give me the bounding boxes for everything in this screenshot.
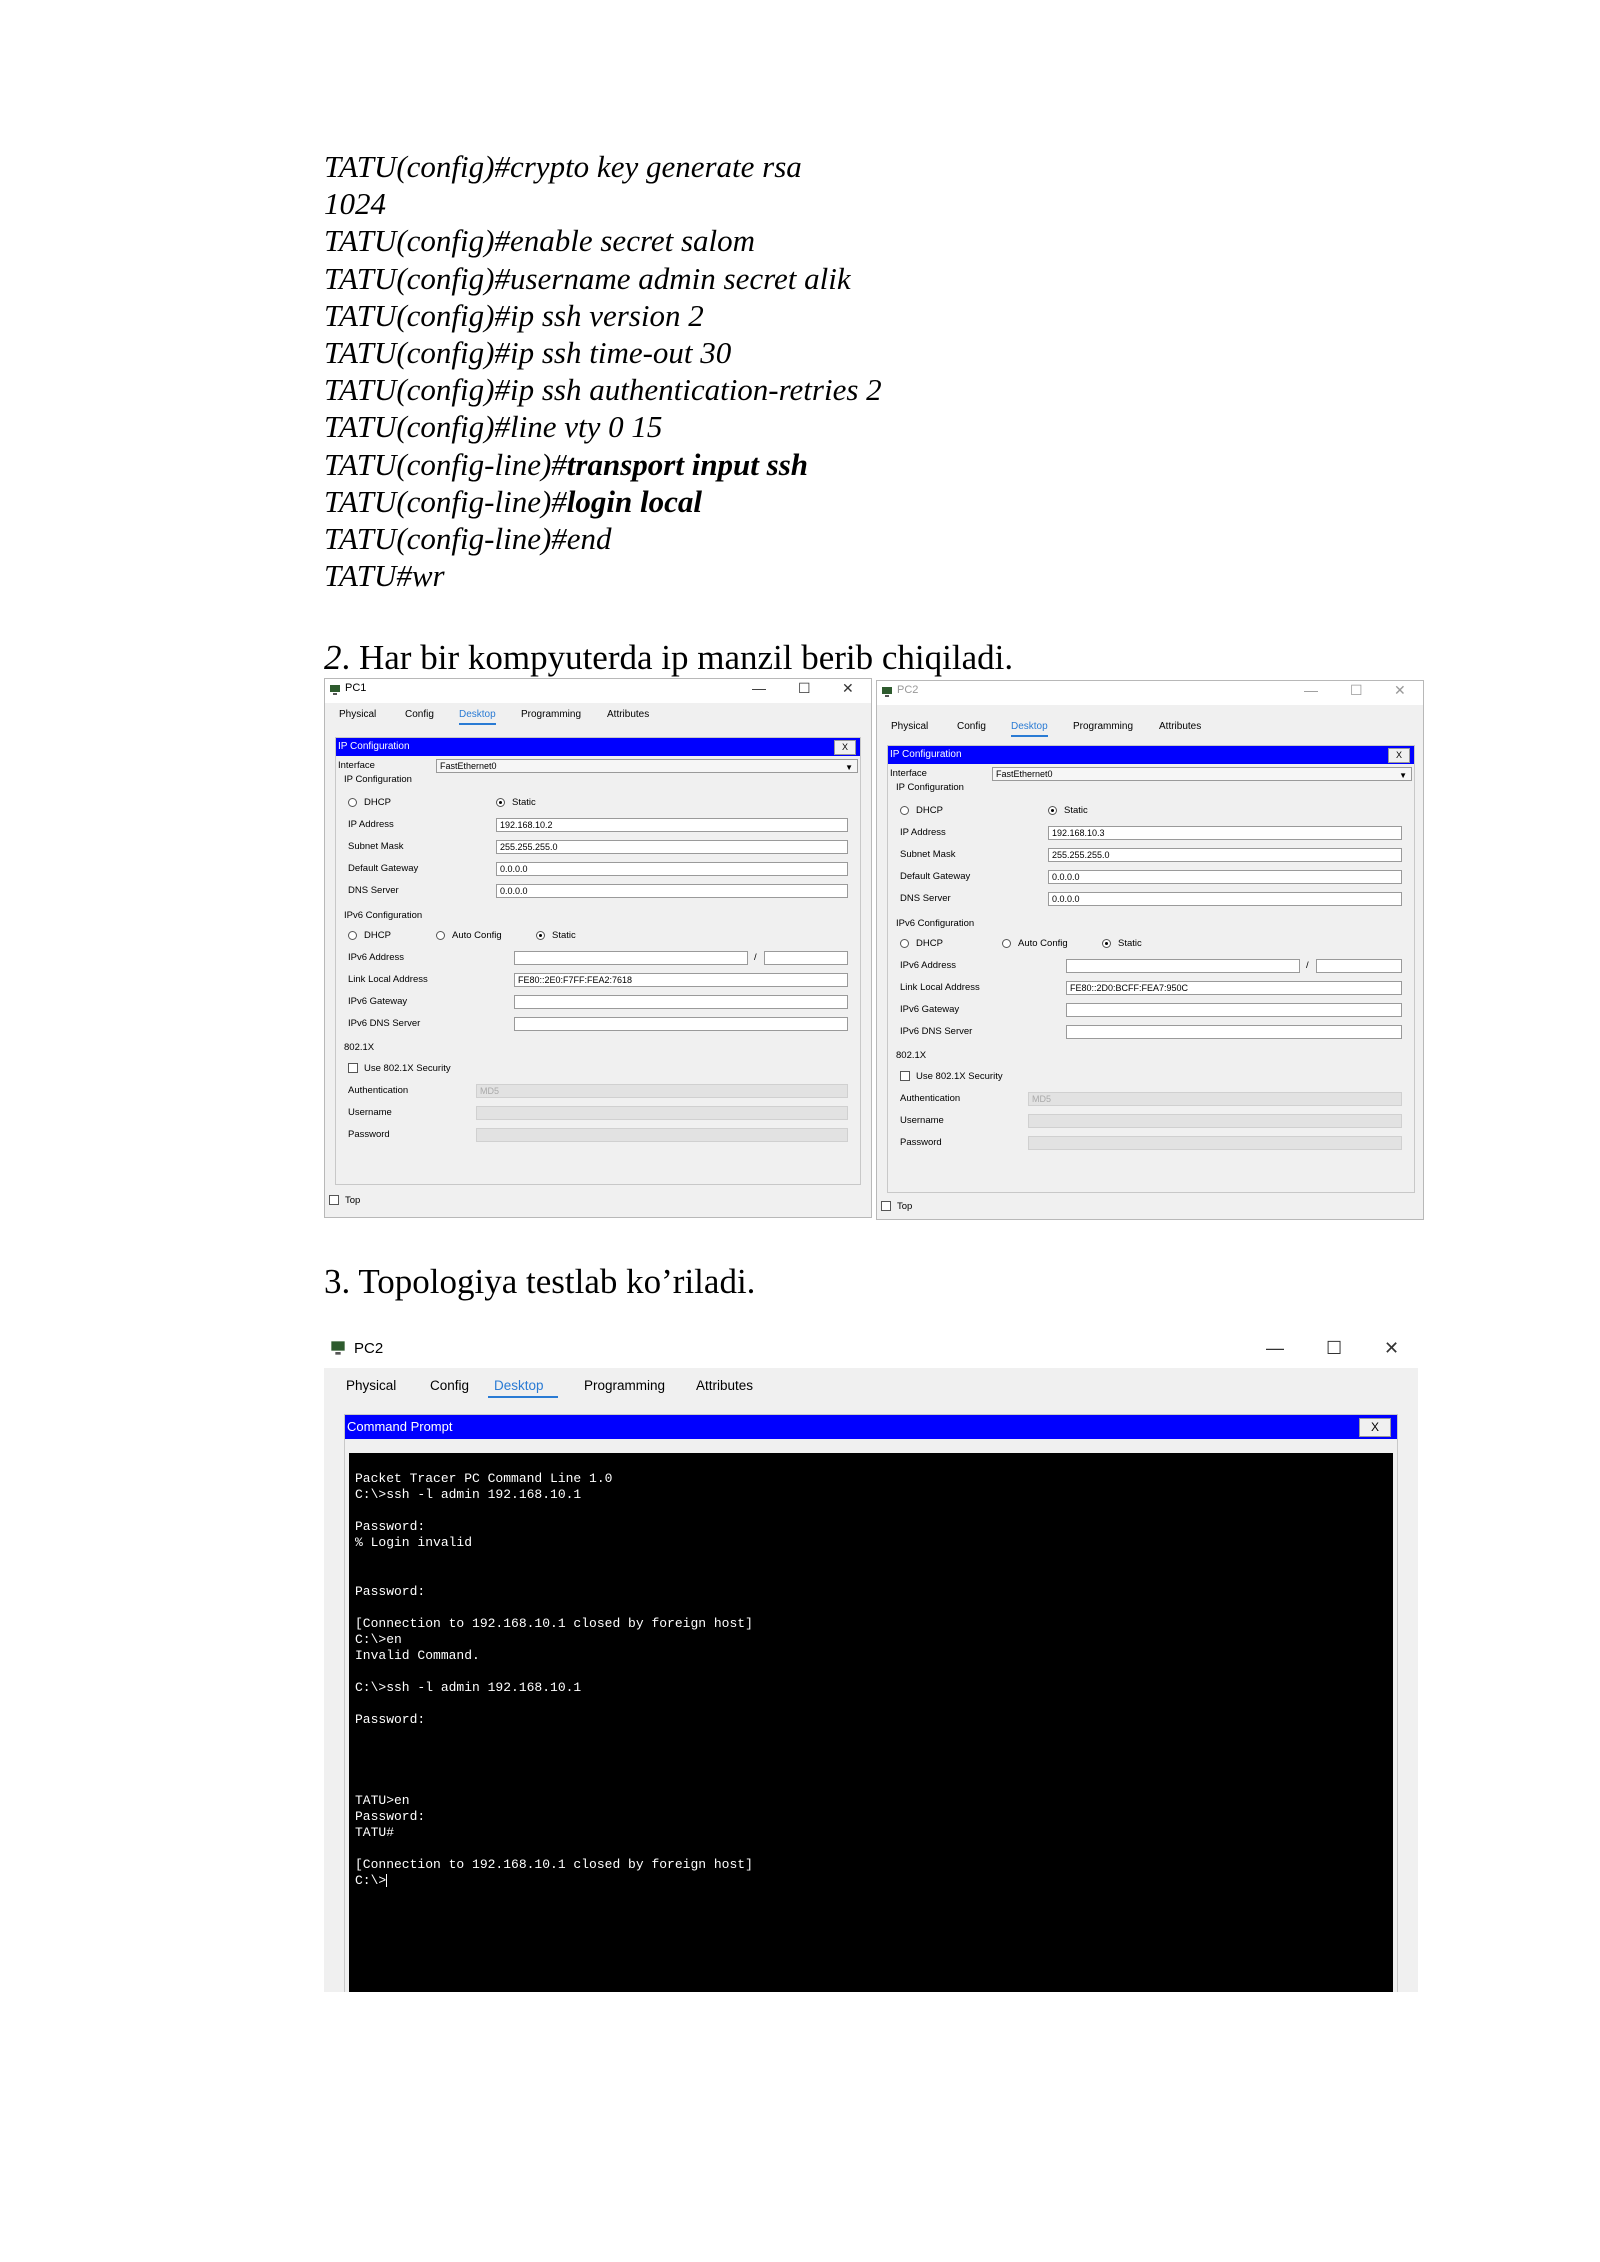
minimize-button[interactable]: — bbox=[752, 680, 766, 696]
tab-desktop[interactable]: Desktop bbox=[459, 709, 496, 725]
ip-address-input[interactable]: 192.168.10.3 bbox=[1048, 826, 1402, 840]
panel-close-button[interactable]: X bbox=[1359, 1418, 1391, 1437]
section-heading-2: 2. Har bir kompyuterda ip manzil berib chiqiladi. bbox=[324, 638, 1014, 677]
default-gateway-input[interactable]: 0.0.0.0 bbox=[1048, 870, 1402, 884]
ipv6-static-radio[interactable] bbox=[1102, 939, 1111, 948]
panel-title-bar: IP Configuration X bbox=[888, 746, 1414, 764]
terminal-output[interactable] bbox=[349, 1453, 1393, 1992]
command-line: TATU(config-line)#transport input ssh bbox=[324, 446, 809, 482]
panel-close-button[interactable]: X bbox=[834, 740, 856, 755]
maximize-button[interactable]: ☐ bbox=[1350, 682, 1363, 698]
username-input[interactable] bbox=[476, 1106, 848, 1120]
ipv6-static-label: Static bbox=[552, 930, 576, 941]
terminal-line: [Connection to 192.168.10.1 closed by foreign host] bbox=[355, 1857, 753, 1873]
panel-title-bar: Command Prompt X bbox=[345, 1415, 1397, 1439]
interface-label: Interface bbox=[890, 768, 927, 779]
dot1x-section-label: 802.1X bbox=[344, 1042, 375, 1053]
command-line: 1024 bbox=[324, 186, 386, 222]
ipv4-section-label: IP Configuration bbox=[896, 782, 964, 793]
chevron-down-icon: ▼ bbox=[845, 763, 853, 772]
tab-programming[interactable]: Programming bbox=[584, 1378, 666, 1393]
terminal-line: C:\>ssh -l admin 192.168.10.1 bbox=[355, 1487, 582, 1503]
ipv6-section-label: IPv6 Configuration bbox=[896, 918, 975, 929]
ipv6-dhcp-label: DHCP bbox=[916, 938, 943, 949]
dns-server-input[interactable]: 0.0.0.0 bbox=[1048, 892, 1402, 906]
tab-desktop[interactable]: Desktop bbox=[1011, 721, 1048, 737]
username-input[interactable] bbox=[1028, 1114, 1402, 1128]
top-checkbox[interactable] bbox=[329, 1195, 339, 1205]
ipv6-address-label: IPv6 Address bbox=[900, 960, 956, 971]
link-local-input[interactable]: FE80::2E0:F7FF:FEA2:7618 bbox=[514, 973, 848, 987]
ipv6-dhcp-label: DHCP bbox=[364, 930, 391, 941]
section-heading-3: 3. Topologiya testlab ko’riladi. bbox=[324, 1262, 756, 1301]
close-button[interactable]: ✕ bbox=[1384, 1338, 1400, 1358]
terminal-line bbox=[355, 1551, 1387, 1567]
terminal-line bbox=[355, 1696, 1387, 1712]
terminal-line bbox=[355, 1745, 1387, 1761]
terminal-line bbox=[355, 1841, 1387, 1857]
interface-label: Interface bbox=[338, 760, 375, 771]
use-dot1x-label: Use 802.1X Security bbox=[916, 1071, 1003, 1082]
minimize-button[interactable]: — bbox=[1304, 682, 1318, 698]
static-radio[interactable] bbox=[496, 798, 505, 807]
terminal-line bbox=[355, 1664, 1387, 1680]
ipv6-gateway-input[interactable] bbox=[1066, 1003, 1402, 1017]
terminal-line bbox=[355, 1503, 1387, 1519]
panel-title-bar: IP Configuration X bbox=[336, 738, 860, 756]
minimize-button[interactable]: — bbox=[1266, 1338, 1284, 1358]
tab-bar bbox=[324, 1368, 1418, 1404]
password-label: Password bbox=[900, 1137, 942, 1148]
subnet-mask-input[interactable]: 255.255.255.0 bbox=[1048, 848, 1402, 862]
window-title: PC2 bbox=[354, 1340, 384, 1357]
auto-config-label: Auto Config bbox=[452, 930, 502, 941]
tab-physical[interactable]: Physical bbox=[891, 721, 929, 732]
command-line: TATU(config)#ip ssh authentication-retries 2 bbox=[324, 372, 882, 408]
top-checkbox[interactable] bbox=[881, 1201, 891, 1211]
subnet-mask-input[interactable]: 255.255.255.0 bbox=[496, 840, 848, 854]
pc-icon bbox=[329, 684, 341, 696]
auto-config-radio[interactable] bbox=[436, 931, 445, 940]
command-line: TATU(config)#crypto key generate rsa bbox=[324, 149, 802, 184]
command-listing bbox=[324, 148, 882, 594]
tab-attributes[interactable]: Attributes bbox=[607, 709, 650, 720]
default-gateway-input[interactable]: 0.0.0.0 bbox=[496, 862, 848, 876]
terminal-line: Password: bbox=[355, 1583, 426, 1599]
title-bar bbox=[324, 1332, 1418, 1368]
terminal-line: % Login invalid bbox=[355, 1535, 473, 1551]
tab-config[interactable]: Config bbox=[430, 1378, 470, 1393]
default-gateway-label: Default Gateway bbox=[900, 871, 971, 882]
dhcp-radio[interactable] bbox=[900, 806, 909, 815]
ipv6-gateway-label: IPv6 Gateway bbox=[900, 1004, 960, 1015]
terminal-line: Packet Tracer PC Command Line 1.0 bbox=[355, 1471, 613, 1486]
link-local-label: Link Local Address bbox=[348, 974, 428, 985]
interface-select[interactable]: FastEthernet0 ▼ bbox=[992, 767, 1412, 781]
ip-configuration-panel bbox=[335, 737, 861, 1185]
top-label: Top bbox=[345, 1195, 361, 1206]
prefix-slash: / bbox=[1306, 960, 1309, 971]
command-line: TATU(config)#enable secret salom bbox=[324, 223, 756, 259]
ipv6-static-label: Static bbox=[1118, 938, 1142, 949]
pc2-window bbox=[876, 680, 1424, 1220]
command-line: TATU(config)#username admin secret alik bbox=[324, 260, 851, 296]
terminal-line: [Connection to 192.168.10.1 closed by foreign host] bbox=[355, 1615, 753, 1631]
pc1-window bbox=[324, 678, 872, 1218]
terminal-line bbox=[355, 1777, 1387, 1793]
terminal-line: Password: bbox=[355, 1808, 426, 1824]
terminal-line: C:\>en bbox=[355, 1631, 402, 1647]
dns-server-input[interactable]: 0.0.0.0 bbox=[496, 884, 848, 898]
pc2-command-window bbox=[324, 1332, 1418, 1992]
prefix-slash: / bbox=[754, 952, 757, 963]
ipv6-address-label: IPv6 Address bbox=[348, 952, 404, 963]
dhcp-label: DHCP bbox=[916, 805, 943, 816]
maximize-button[interactable]: ☐ bbox=[798, 680, 811, 696]
static-label: Static bbox=[1064, 805, 1088, 816]
ipv6-section-label: IPv6 Configuration bbox=[344, 910, 423, 921]
ip-address-label: IP Address bbox=[900, 827, 946, 838]
dot1x-section-label: 802.1X bbox=[896, 1050, 927, 1061]
ipv6-gateway-input[interactable] bbox=[514, 995, 848, 1009]
ipv6-address-input[interactable] bbox=[514, 951, 748, 965]
terminal-line: TATU# bbox=[355, 1825, 395, 1841]
top-label: Top bbox=[897, 1201, 913, 1212]
ipv6-dns-input[interactable] bbox=[1066, 1025, 1402, 1039]
terminal-line: C:\> bbox=[355, 1873, 387, 1889]
authentication-select[interactable]: MD5 bbox=[476, 1084, 848, 1098]
panel-close-button[interactable]: X bbox=[1388, 748, 1410, 763]
tab-attributes[interactable]: Attributes bbox=[1159, 721, 1202, 732]
tab-config[interactable]: Config bbox=[405, 709, 434, 720]
static-label: Static bbox=[512, 797, 536, 808]
ipv6-dns-input[interactable] bbox=[514, 1017, 848, 1031]
close-button[interactable]: ✕ bbox=[842, 680, 854, 696]
tab-programming[interactable]: Programming bbox=[521, 709, 582, 720]
title-bar bbox=[877, 681, 1423, 705]
password-input[interactable] bbox=[476, 1128, 848, 1142]
tab-desktop[interactable]: Desktop bbox=[488, 1378, 558, 1398]
tab-attributes[interactable]: Attributes bbox=[696, 1378, 754, 1393]
window-title: PC1 bbox=[345, 682, 367, 694]
command-line: TATU(config)#ip ssh version 2 bbox=[324, 297, 704, 333]
interface-select[interactable]: FastEthernet0 ▼ bbox=[436, 759, 858, 773]
ip-configuration-panel bbox=[887, 745, 1415, 1193]
terminal-line bbox=[355, 1761, 1387, 1777]
command-line: TATU(config-line)#login local bbox=[324, 483, 702, 519]
tab-physical[interactable]: Physical bbox=[346, 1378, 397, 1393]
command-line: TATU(config)#line vty 0 15 bbox=[324, 409, 663, 445]
pc-icon bbox=[330, 1340, 346, 1356]
authentication-label: Authentication bbox=[900, 1093, 961, 1104]
terminal-line bbox=[355, 1729, 1387, 1745]
window-title: PC2 bbox=[897, 684, 919, 696]
command-line: TATU(config)#ip ssh time-out 30 bbox=[324, 335, 732, 371]
ip-address-input[interactable]: 192.168.10.2 bbox=[496, 818, 848, 832]
ipv6-gateway-label: IPv6 Gateway bbox=[348, 996, 408, 1007]
password-input[interactable] bbox=[1028, 1136, 1402, 1150]
dns-server-label: DNS Server bbox=[348, 885, 399, 896]
subnet-mask-label: Subnet Mask bbox=[348, 841, 404, 852]
default-gateway-label: Default Gateway bbox=[348, 863, 419, 874]
auto-config-label: Auto Config bbox=[1018, 938, 1068, 949]
terminal-line: C:\>ssh -l admin 192.168.10.1 bbox=[355, 1680, 582, 1696]
dhcp-label: DHCP bbox=[364, 797, 391, 808]
title-bar bbox=[325, 679, 871, 703]
tab-config[interactable]: Config bbox=[957, 721, 986, 732]
terminal-line bbox=[355, 1600, 1387, 1616]
ipv6-address-input[interactable] bbox=[1066, 959, 1300, 973]
pc-icon bbox=[881, 686, 893, 698]
link-local-label: Link Local Address bbox=[900, 982, 980, 993]
authentication-select[interactable]: MD5 bbox=[1028, 1092, 1402, 1106]
username-label: Username bbox=[900, 1115, 944, 1126]
command-line: TATU(config-line)#end bbox=[324, 521, 612, 557]
dns-server-label: DNS Server bbox=[900, 893, 951, 904]
auto-config-radio[interactable] bbox=[1002, 939, 1011, 948]
maximize-button[interactable]: ☐ bbox=[1326, 1338, 1343, 1358]
use-dot1x-checkbox[interactable] bbox=[348, 1063, 358, 1073]
ipv6-dns-label: IPv6 DNS Server bbox=[348, 1018, 421, 1029]
ipv6-prefix-input[interactable] bbox=[764, 951, 848, 965]
terminal-line: Password: bbox=[355, 1712, 426, 1728]
text-cursor bbox=[386, 1874, 387, 1887]
ipv6-dhcp-radio[interactable] bbox=[900, 939, 909, 948]
tab-bar bbox=[325, 703, 871, 727]
authentication-label: Authentication bbox=[348, 1085, 409, 1096]
ipv6-prefix-input[interactable] bbox=[1316, 959, 1402, 973]
ipv6-dhcp-radio[interactable] bbox=[348, 931, 357, 940]
close-button[interactable]: ✕ bbox=[1394, 682, 1406, 698]
terminal-line: Password: bbox=[355, 1519, 426, 1535]
terminal-line bbox=[355, 1568, 1387, 1584]
terminal-line: TATU>en bbox=[355, 1792, 410, 1808]
tab-bar bbox=[877, 715, 1423, 739]
use-dot1x-checkbox[interactable] bbox=[900, 1071, 910, 1081]
ip-address-label: IP Address bbox=[348, 819, 394, 830]
tab-physical[interactable]: Physical bbox=[339, 709, 377, 720]
ipv6-dns-label: IPv6 DNS Server bbox=[900, 1026, 973, 1037]
tab-programming[interactable]: Programming bbox=[1073, 721, 1134, 732]
link-local-input[interactable]: FE80::2D0:BCFF:FEA7:950C bbox=[1066, 981, 1402, 995]
password-label: Password bbox=[348, 1129, 390, 1140]
dhcp-radio[interactable] bbox=[348, 798, 357, 807]
username-label: Username bbox=[348, 1107, 392, 1118]
ipv4-section-label: IP Configuration bbox=[344, 774, 412, 785]
ipv6-static-radio[interactable] bbox=[536, 931, 545, 940]
static-radio[interactable] bbox=[1048, 806, 1057, 815]
use-dot1x-label: Use 802.1X Security bbox=[364, 1063, 451, 1074]
terminal-line: Invalid Command. bbox=[355, 1648, 480, 1664]
command-prompt-panel bbox=[344, 1414, 1398, 1992]
command-line: TATU#wr bbox=[324, 558, 445, 594]
subnet-mask-label: Subnet Mask bbox=[900, 849, 956, 860]
chevron-down-icon: ▼ bbox=[1399, 771, 1407, 780]
